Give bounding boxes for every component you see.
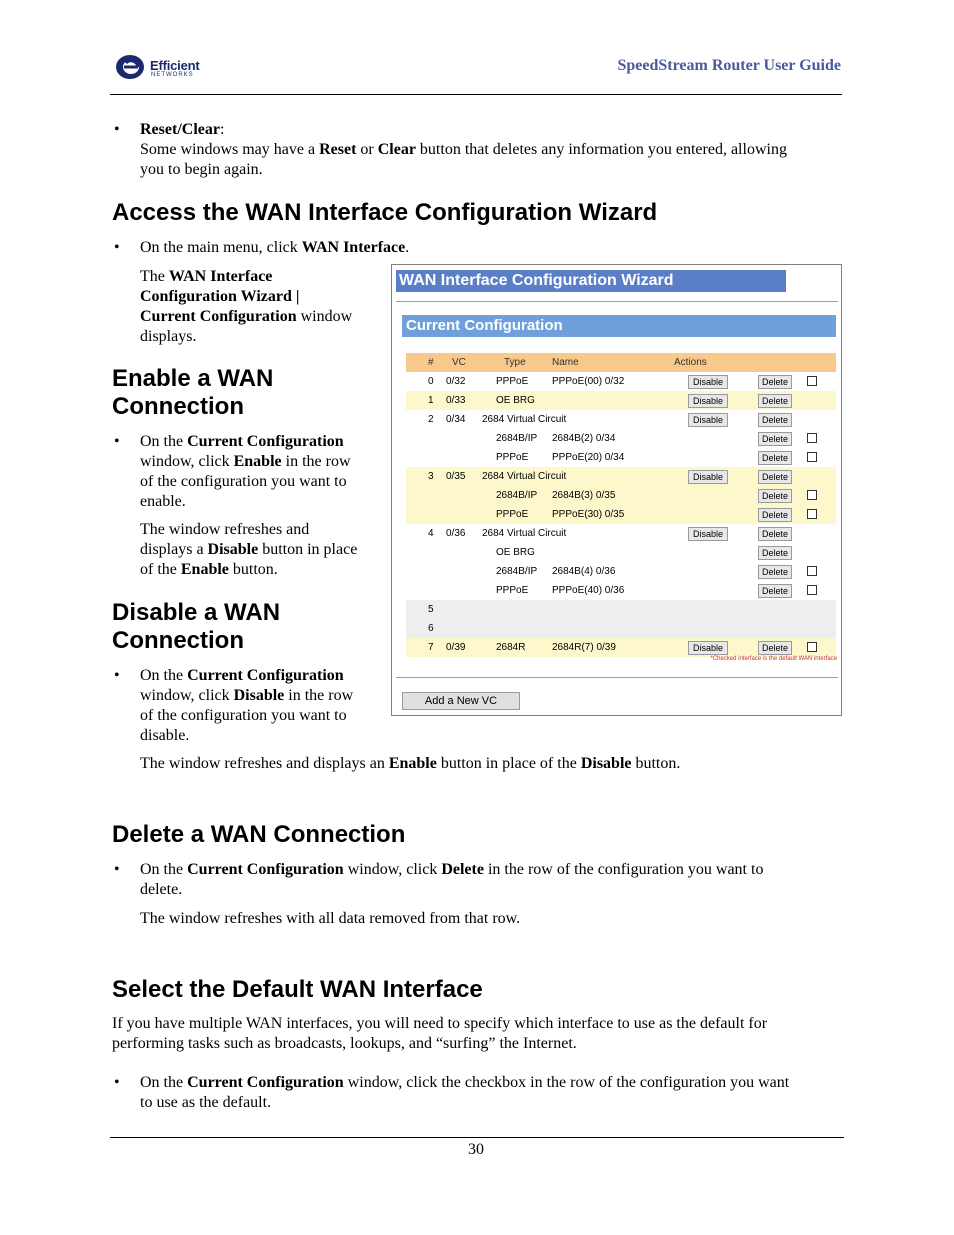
- cell-vc: 0/35: [446, 471, 466, 482]
- disable-paragraph: The window refreshes and displays an Enable button in place of the Disable button.: [140, 755, 681, 772]
- access-heading: Access the WAN Interface Configuration Wizard: [112, 199, 658, 226]
- cell-num: 7: [428, 642, 434, 653]
- default-interface-checkbox[interactable]: [807, 566, 817, 576]
- bullet-icon: •: [114, 433, 120, 450]
- cell-type: 2684B/IP: [496, 490, 538, 501]
- cell-type: 2684 Virtual Circuit: [482, 414, 567, 425]
- delete-button[interactable]: Delete: [758, 527, 792, 541]
- cell-name: PPPoE(20) 0/34: [552, 452, 625, 463]
- table-row: [406, 410, 836, 429]
- delete-button[interactable]: Delete: [758, 508, 792, 522]
- default-interface-checkbox[interactable]: [807, 433, 817, 443]
- delete-button[interactable]: Delete: [758, 432, 792, 446]
- cell-num: 1: [428, 395, 434, 406]
- wizard-screenshot: [391, 264, 842, 716]
- cell-vc: 0/39: [446, 642, 466, 653]
- enable-heading: Enable a WAN Connection: [112, 365, 274, 420]
- col-name-header: Name: [552, 357, 579, 368]
- table-row: [406, 543, 836, 562]
- guide-title: SpeedStream Router User Guide: [617, 57, 841, 74]
- delete-heading: Delete a WAN Connection: [112, 821, 406, 848]
- cell-type: OE BRG: [496, 395, 535, 406]
- cell-type: PPPoE: [496, 509, 529, 520]
- cell-type: 2684 Virtual Circuit: [482, 528, 567, 539]
- enable-paragraph: The window refreshes and displays a Disable button in place of the Enable button.: [140, 521, 358, 578]
- col-type-header: Type: [504, 357, 526, 368]
- col-num-header: #: [428, 357, 434, 368]
- access-paragraph: The WAN Interface Configuration Wizard | Current Configuration window displays.: [140, 268, 353, 345]
- table-row: [406, 524, 836, 543]
- disable-button[interactable]: Disable: [688, 413, 728, 427]
- col-actions-header: Actions: [674, 357, 707, 368]
- bullet-icon: •: [114, 861, 120, 878]
- select-bullet: On the Current Configuration window, click the checkbox in the row of the configuration you want to use as the default.: [140, 1074, 790, 1111]
- efficient-logo-icon: [114, 53, 146, 81]
- table-row: [406, 581, 836, 600]
- disable-button[interactable]: Disable: [688, 375, 728, 389]
- table-row: [406, 372, 836, 391]
- cell-type: PPPoE: [496, 376, 529, 387]
- cell-vc: 0/34: [446, 414, 466, 425]
- table-header-row: [406, 353, 836, 372]
- disable-button[interactable]: Disable: [688, 641, 728, 655]
- footer-rule: [110, 1137, 844, 1138]
- delete-bullet: On the Current Configuration window, click Delete in the row of the configuration you want to delete.: [140, 861, 764, 898]
- default-interface-checkbox[interactable]: [807, 376, 817, 386]
- cell-num: 3: [428, 471, 434, 482]
- add-new-vc-button[interactable]: Add a New VC: [402, 692, 520, 710]
- cell-type: 2684B/IP: [496, 566, 538, 577]
- cell-name: 2684R(7) 0/39: [552, 642, 616, 653]
- reset-clear-item: Reset/Clear: Some windows may have a Reset or Clear button that deletes any information you entered, allowing you to begin again.: [140, 121, 787, 178]
- current-configuration-bar: Current Configuration: [402, 315, 836, 337]
- bullet-icon: •: [114, 121, 120, 138]
- cell-num: 5: [428, 604, 434, 615]
- table-row: [406, 600, 836, 619]
- disable-button[interactable]: Disable: [688, 470, 728, 484]
- logo-subtext: NETWORKS: [151, 72, 194, 78]
- cell-name: 2684B(4) 0/36: [552, 566, 616, 577]
- default-interface-checkbox[interactable]: [807, 585, 817, 595]
- cell-type: 2684B/IP: [496, 433, 538, 444]
- delete-button[interactable]: Delete: [758, 546, 792, 560]
- delete-button[interactable]: Delete: [758, 641, 792, 655]
- cell-name: 2684B(3) 0/35: [552, 490, 616, 501]
- default-interface-checkbox[interactable]: [807, 509, 817, 519]
- cell-num: 4: [428, 528, 434, 539]
- disable-button[interactable]: Disable: [688, 394, 728, 408]
- cell-num: 2: [428, 414, 434, 425]
- default-interface-checkbox[interactable]: [807, 642, 817, 652]
- bullet-icon: •: [114, 667, 120, 684]
- table-row: [406, 638, 836, 657]
- wizard-separator: [396, 677, 838, 678]
- disable-button[interactable]: Disable: [688, 527, 728, 541]
- cell-type: PPPoE: [496, 452, 529, 463]
- disable-heading: Disable a WAN Connection: [112, 599, 281, 654]
- wizard-separator: [396, 301, 838, 302]
- cell-vc: 0/33: [446, 395, 466, 406]
- enable-bullet: On the Current Configuration window, click Enable in the row of the configuration you want to enable.: [140, 433, 351, 510]
- cell-num: 0: [428, 376, 434, 387]
- delete-button[interactable]: Delete: [758, 394, 792, 408]
- table-row: [406, 448, 836, 467]
- cell-type: PPPoE: [496, 585, 529, 596]
- default-interface-checkbox[interactable]: [807, 452, 817, 462]
- cell-vc: 0/32: [446, 376, 466, 387]
- delete-button[interactable]: Delete: [758, 584, 792, 598]
- disable-bullet: On the Current Configuration window, click Disable in the row of the configuration you want to disable.: [140, 667, 354, 744]
- bullet-icon: •: [114, 1074, 120, 1091]
- access-bullet: On the main menu, click WAN Interface.: [140, 239, 410, 256]
- col-vc-header: VC: [452, 357, 466, 368]
- table-row: [406, 505, 836, 524]
- delete-paragraph: The window refreshes with all data removed from that row.: [140, 910, 521, 927]
- delete-button[interactable]: Delete: [758, 470, 792, 484]
- logo-text: Efficient: [150, 58, 200, 73]
- table-row: [406, 562, 836, 581]
- delete-button[interactable]: Delete: [758, 489, 792, 503]
- table-row: [406, 391, 836, 410]
- delete-button[interactable]: Delete: [758, 565, 792, 579]
- delete-button[interactable]: Delete: [758, 413, 792, 427]
- cell-type: OE BRG: [496, 547, 535, 558]
- default-interface-note: *Checked interface is the default WAN interface: [710, 656, 837, 662]
- reset-clear-label: Reset/Clear: [140, 121, 220, 138]
- cell-name: PPPoE(30) 0/35: [552, 509, 625, 520]
- cell-num: 6: [428, 623, 434, 634]
- cell-type: 2684R: [496, 642, 526, 653]
- wizard-title-bar: WAN Interface Configuration Wizard: [396, 270, 786, 292]
- select-paragraph: If you have multiple WAN interfaces, you will need to specify which interface to use as the default for performing tasks such as broadcasts, lookups, and “surfing” the Internet.: [112, 1015, 768, 1052]
- select-heading: Select the Default WAN Interface: [112, 976, 483, 1003]
- cell-name: 2684B(2) 0/34: [552, 433, 616, 444]
- table-row: [406, 429, 836, 448]
- cell-vc: 0/36: [446, 528, 466, 539]
- table-row: [406, 619, 836, 638]
- table-row: [406, 486, 836, 505]
- page-number: 30: [468, 1141, 484, 1158]
- cell-name: PPPoE(00) 0/32: [552, 376, 625, 387]
- cell-name: PPPoE(40) 0/36: [552, 585, 625, 596]
- delete-button[interactable]: Delete: [758, 375, 792, 389]
- delete-button[interactable]: Delete: [758, 451, 792, 465]
- cell-type: 2684 Virtual Circuit: [482, 471, 567, 482]
- header-rule: [110, 94, 842, 95]
- table-row: [406, 467, 836, 486]
- default-interface-checkbox[interactable]: [807, 490, 817, 500]
- bullet-icon: •: [114, 239, 120, 256]
